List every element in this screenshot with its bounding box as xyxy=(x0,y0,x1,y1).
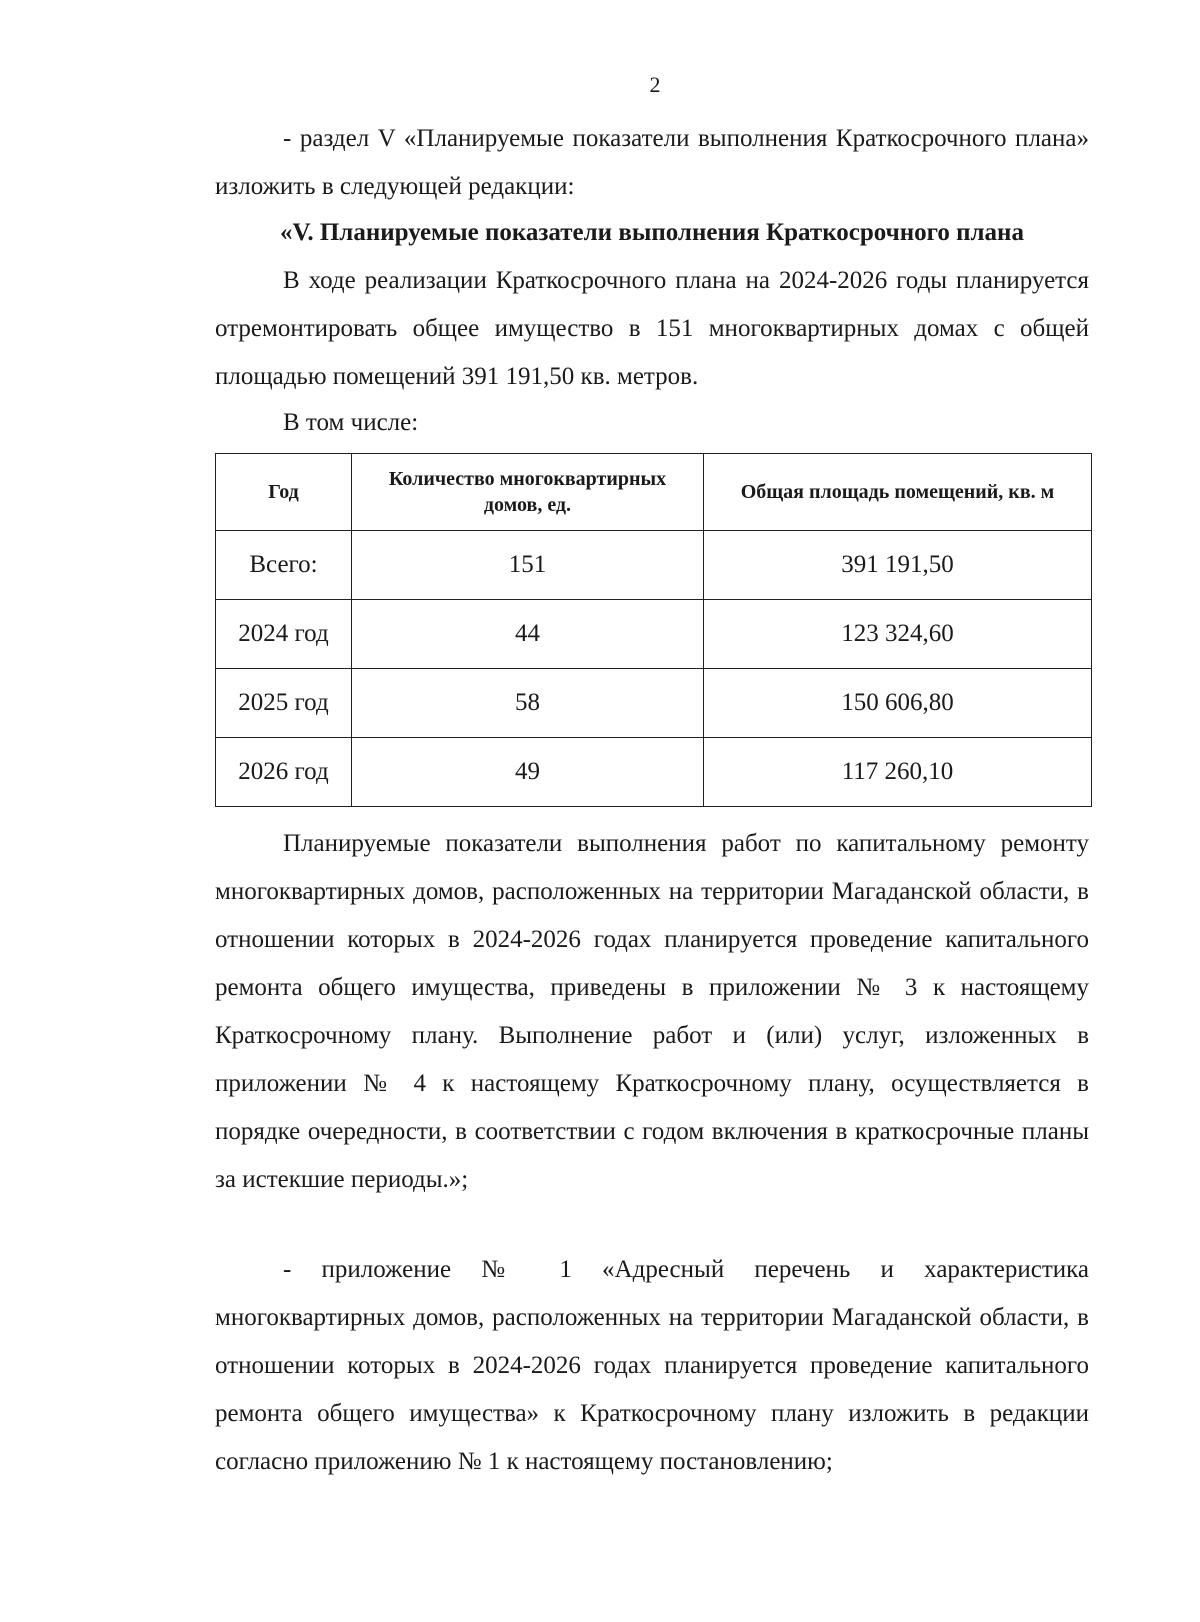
intro-paragraph xyxy=(215,115,1089,211)
header-year: Год xyxy=(216,454,352,531)
cell-year: 2025 год xyxy=(216,669,352,738)
plan-summary-text: В ходе реализации Краткосрочного плана на 2024-2026 годы планируется отремонтировать общее имущество в 151 многоквартирных домах с общей площадью помещений 391 191,50 кв. метров. xyxy=(215,267,1089,390)
including-text: В том числе: xyxy=(283,409,419,436)
work-indicators-text: Планируемые показатели выполнения работ по капитальному ремонту многоквартирных домов, расположенных на территории Магаданской области, в отношении которых в 2024-2026 годах планируется проведение капитального ремонта общего имущества, приведены в приложении № 3 к настоящему Краткосрочному плану. Выполнение работ и (или) услуг, изложенных в приложении № 4 к настоящему Краткосрочному плану, осуществляется в порядке очередности, в соответствии с годом включения в краткосрочные планы за истекшие периоды.»; xyxy=(215,830,1089,1193)
indicators-table-wrapper xyxy=(215,453,1091,807)
intro-text: - раздел V «Планируемые показатели выполнения Краткосрочного плана» изложить в следующей редакции: xyxy=(215,125,1089,200)
table-header-row xyxy=(216,454,1092,531)
cell-area: 150 606,80 xyxy=(704,669,1092,738)
table-row xyxy=(216,600,1092,669)
cell-count: 49 xyxy=(352,738,704,807)
indicators-table xyxy=(215,453,1092,807)
header-count: Количество многоквартирных домов, ед. xyxy=(352,454,704,531)
cell-area: 391 191,50 xyxy=(704,531,1092,600)
cell-area: 117 260,10 xyxy=(704,738,1092,807)
table-row xyxy=(216,531,1092,600)
cell-count: 58 xyxy=(352,669,704,738)
paragraph-work-indicators xyxy=(215,820,1089,1204)
cell-count: 151 xyxy=(352,531,704,600)
section-heading: «V. Планируемые показатели выполнения Краткосрочного плана xyxy=(280,219,1024,246)
cell-area: 123 324,60 xyxy=(704,600,1092,669)
cell-year: Всего: xyxy=(216,531,352,600)
appendix-1-text: - приложение № 1 «Адресный перечень и характеристика многоквартирных домов, расположенных на территории Магаданской области, в отношении которых в 2024-2026 годах планируется проведение капитального ремонта общего имущества» к Краткосрочному плану изложить в редакции согласно приложению № 1 к настоящему постановлению; xyxy=(215,1256,1089,1475)
table-row xyxy=(216,738,1092,807)
paragraph-appendix-1 xyxy=(215,1246,1089,1486)
header-area: Общая площадь помещений, кв. м xyxy=(704,454,1092,531)
cell-year: 2026 год xyxy=(216,738,352,807)
paragraph-including xyxy=(215,399,1089,447)
cell-count: 44 xyxy=(352,600,704,669)
paragraph-plan-summary xyxy=(215,257,1089,401)
page-number: 2 xyxy=(649,72,661,97)
cell-year: 2024 год xyxy=(216,600,352,669)
table-row xyxy=(216,669,1092,738)
